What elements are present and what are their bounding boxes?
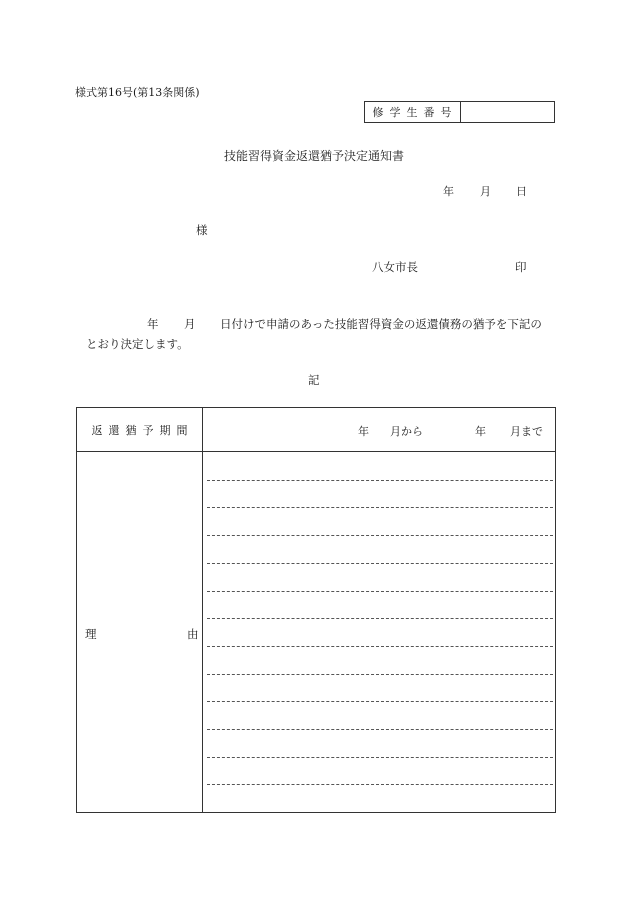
reason-line	[207, 701, 553, 702]
period-year-2: 年	[475, 425, 486, 438]
reason-label-2: 由	[187, 627, 199, 641]
body-month: 月	[184, 317, 196, 331]
reason-lines[interactable]	[207, 452, 553, 812]
issuer-name: 八女市長	[372, 260, 418, 274]
body-text-line2: とおり決定します。	[86, 337, 189, 351]
reason-line	[207, 507, 553, 508]
ki-heading: 記	[308, 373, 320, 387]
reason-line	[207, 563, 553, 564]
period-from: 月から	[390, 425, 423, 438]
reason-line	[207, 535, 553, 536]
deferral-table	[76, 407, 556, 813]
student-number-label: 修学生番号	[365, 102, 461, 122]
reason-line	[207, 591, 553, 592]
form-number-label: 様式第16号(第13条関係)	[75, 86, 200, 99]
student-number-field[interactable]	[461, 102, 554, 122]
reason-line	[207, 646, 553, 647]
period-year-1: 年	[358, 425, 369, 438]
reason-line	[207, 729, 553, 730]
reason-label-1: 理	[85, 627, 97, 641]
reason-line	[207, 784, 553, 785]
document-title: 技能習得資金返還猶予決定通知書	[224, 149, 405, 163]
date-day: 日	[516, 185, 527, 198]
period-value[interactable]	[203, 408, 555, 451]
period-label: 返還猶予期間	[91, 423, 194, 437]
student-number-box	[364, 101, 555, 123]
reason-line	[207, 757, 553, 758]
seal-mark: 印	[515, 260, 527, 274]
reason-line	[207, 480, 553, 481]
addressee-suffix: 様	[196, 223, 208, 237]
period-to: 月まで	[510, 425, 543, 438]
date-year: 年	[443, 185, 454, 198]
reason-line	[207, 618, 553, 619]
body-text-line1: 日付けで申請のあった技能習得資金の返還債務の猶予を下記の	[220, 317, 542, 331]
body-year: 年	[147, 317, 159, 331]
column-divider	[202, 408, 203, 812]
date-month: 月	[480, 185, 491, 198]
reason-line	[207, 674, 553, 675]
